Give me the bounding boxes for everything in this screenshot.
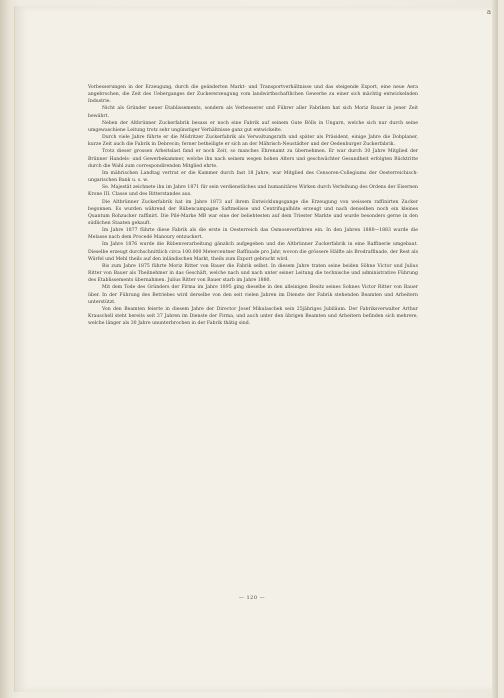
- page-number: — 120 —: [238, 595, 266, 601]
- paragraph: Im mährischen Landtag vertrat er die Kammer durch fast 18 Jahre, war Mitglied des Censoren-Collegiums der Oesterreichisch-ungarischen Bank u. s. w.: [88, 170, 418, 184]
- paragraph: Neben der Altbrünner Zuckerfabrik besass er noch eine Fabrik auf seinem Gute Bölls in Ungarn, welche sich nur durch seine umgewaschiene Leitung trotz sehr ungünstiger Verhältnisse ganz gut entwickelte.: [88, 120, 418, 133]
- paragraph: Von den Beamten feierte in diesem Jahre der Director Josef Mikulaschek sein 25jähriges Jubiläum. Der Fabriksverwalter Arthur Krauschell steht bereits seit 37 Jahren im Dienste der Firma, und auch unter den übrigen Beamten und Arbeitern befinden sich mehrere, welche länger als 30 Jahre ununterbrochen in der Fabrik thätig sind.: [88, 306, 418, 327]
- paragraph: Im Jahre 1877 führte diese Fabrik als die erste in Oesterreich das Osmoseverfahren ein. In den Jahren 1880—1883 wurde die Melasse nach dem Procedé Manoury entzuckert.: [88, 228, 418, 241]
- paragraph: Mit dem Tode des Gründers der Firma im Jahre 1895 ging dieselbe in den alleinigen Besitz seines Sohnes Victor Ritter von Bauer über. In der Führung des Betriebes wird derselbe von den seit vielen Jahren im Dienste der Fabrik stehenden Beamten und Arbeitern unterstützt.: [88, 285, 418, 305]
- paragraph: Se. Majestät zeichnete ihn im Jahre 1871 für sein verdienstliches und humanitäres Wirken durch Verleihung des Ordens der Eisernen Krone III. Classe und des Ritterstandes aus.: [88, 185, 418, 198]
- paragraph: Die Altbrünner Zuckerfabrik hat im Jahre 1873 auf ihrem Entwicklungsgange die Erzeugung von weissem raffinirten Zucker begonnen. Es wurden während der Rübencampagne Saftmelisse und Centrifugalhüte erzeugt und nach denselben noch ein kleines Quantum Rohzucker raffinirt. Die Pilé-Marke MB war eine der beliebtesten auf dem Triester Markte und wurde besonders gerne in den südlichen Staaten gekauft.: [88, 199, 418, 226]
- paragraph: Im Jahre 1876 wurde die Rübenverarbeitung gänzlich aufgegeben und die Altbrünner Zuckerfabrik in eine Raffinerie umgebaut. Dieselbe erzeugt durchschnittlich circa 100.000 Metercentner Raffinade pro Jahr, wovon die grössere Hälfte als Brodraffinade, der Rest als Würfel und Mehl theils auf den inländischen Markt, theils zum Export gebracht wird.: [88, 242, 418, 262]
- page-edge: [492, 0, 498, 698]
- paragraph: Nicht als Gründer neuer Etablissements, sondern als Verbesserer und Führer aller Fabriken hat sich Moriz Bauer in jener Zeit bewährt.: [88, 106, 418, 119]
- body-text: [88, 84, 418, 327]
- paragraph: Trotz dieser grossen Arbeitslast fand er noch Zeit, so manches Ehrenamt zu übernehmen. Er war durch 30 Jahre Mitglied der Brünner Handels- und Gewerbekammer, welche ihn nach seinem wegen hohen Alters und geschwächter Gesundheit erfolgten Rücktritte durch die Wahl zum correspondirenden Mitglied ehrte.: [88, 149, 418, 169]
- paragraph: Vorbesserungen in der Erzeugung, durch die geänderten Markt- und Transportverhältnisse und das steigende Export, eine neue Aera angebrochen, die Zeit des Ueberganges der Zuckererzeugung vom landwirthschaftlichen Gewerbe zu einer sich mächtig entwickelnden Industrie.: [88, 85, 418, 105]
- paragraph: Bis zum Jahre 1875 führte Moriz Ritter von Bauer die Fabrik selbst. In diesem Jahre traten seine beiden Söhne Victor und Julius Ritter von Bauer als Theilnehmer in das Geschäft, welche nach und nach unter seiner Leitung die technische und administrative Führung des Etablissements übernahmen. Julius Ritter von Bauer starb im Jahre 1880.: [88, 263, 418, 284]
- corner-mark: a: [486, 8, 492, 16]
- paragraph: Durch viele Jahre führte er die Mödritzer Zuckerfabrik als Verwaltungsrath und später als Präsident, einige Jahre die Dobplaner, kurze Zeit auch die Fabrik in Debrecin; ferner betheiligte er sich an der Mährisch-Neustädter und der Oedenburger Zuckerfabrik.: [88, 135, 418, 148]
